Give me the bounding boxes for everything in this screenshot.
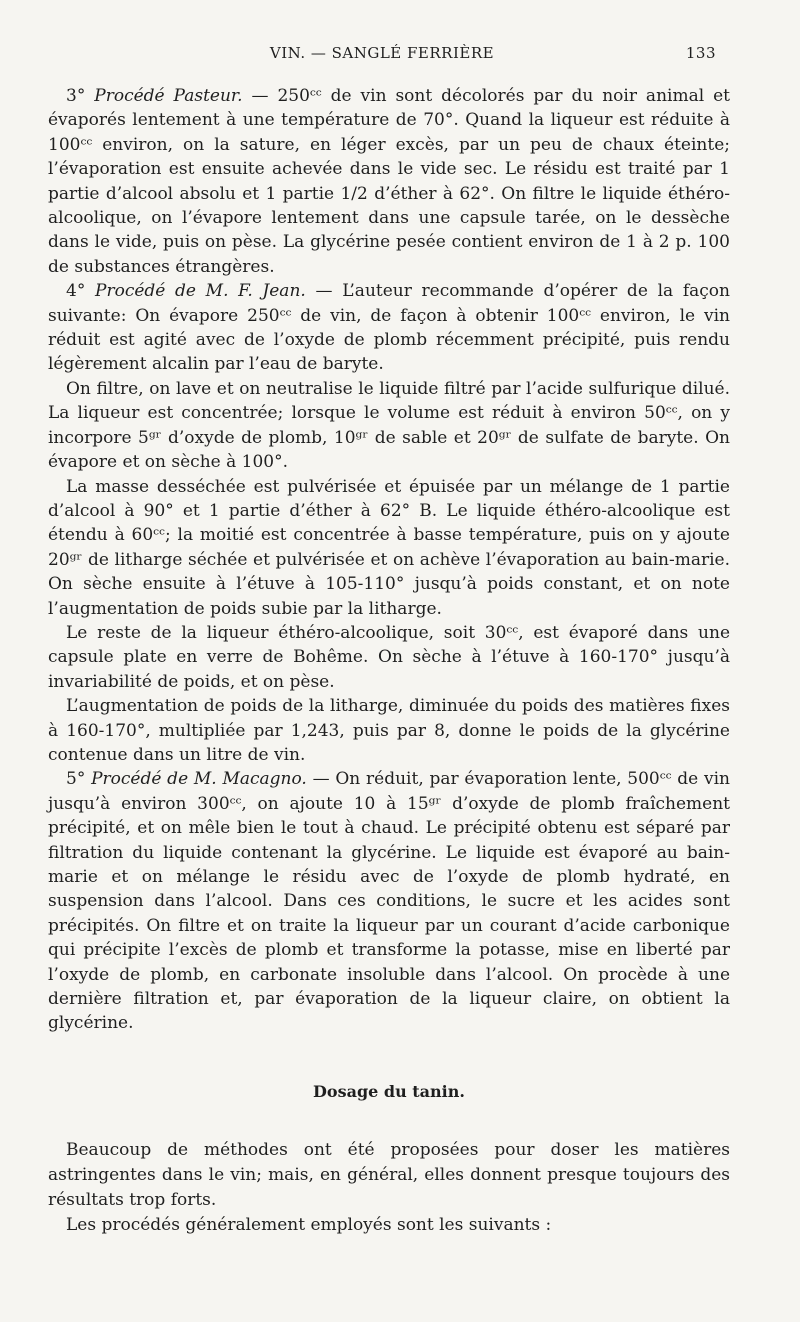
paragraph-procede-macagno xyxy=(48,767,730,1035)
running-header xyxy=(48,44,716,72)
paragraph-text: — L’auteur recommande d’opérer de la façon suivante: On évapore 250ᶜᶜ de vin, de façon à obtenir 100ᶜᶜ environ, le vin réduit est agité avec de l’oxyde de plomb récemment précipité, puis rendu légèrement alcalin par l’eau de baryte. xyxy=(48,281,730,375)
paragraph-text: La masse desséchée est pulvérisée et épuisée par un mélange de 1 partie d’alcool à 90° et 1 partie d’éther à 62° B. Le liquide éthéro-alcoolique est étendu à 60ᶜᶜ; la moitié est concentrée à basse température, puis on y ajoute 20ᵍʳ de litharge séchée et pulvérisée et on achève l’évaporation au bain-marie. On sèche ensuite à l’étuve à 105-110° jusqu’à poids constant, et on note l’augmentation de poids subie par la litharge. xyxy=(48,476,730,619)
paragraph-reste-liqueur xyxy=(48,621,730,694)
paragraph-title: Procédé de M. Macagno. xyxy=(91,769,307,790)
section-text xyxy=(48,1138,730,1238)
paragraph-procedes-employes: Les procédés généralement employés sont les suivants : xyxy=(66,1215,552,1235)
main-text xyxy=(48,84,730,1036)
paragraph-title: Procédé Pasteur. xyxy=(94,86,243,106)
paragraph-text: L’augmentation de poids de la litharge, diminuée du poids des matières fixes à 160-170°, multipliée par 1,243, puis par 8, donne le poids de la glycérine contenue dans un litre de vin. xyxy=(48,696,730,765)
paragraph-procede-pasteur xyxy=(48,84,730,279)
paragraph-text: — On réduit, par évaporation lente, 500ᶜᶜ de vin jusqu’à environ 300ᶜᶜ, on ajoute 10 à 15ᵍʳ d’oxyde de plomb fraîchement précipité, et on mêle bien le tout à chaud. Le précipité obtenu est séparé par filtration du liquide contenant la glycérine. Le liquide est évaporé au bain-marie et on mélange le résidu avec de l’oxyde de plomb hydraté, en suspension dans l’alcool. Dans ces conditions, le sucre et les acides sont précipités. On filtre et on traite la liqueur par un courant d’acide carbonique qui précipite l’excès de plomb et transforme la potasse, mise en liberté par l’oxyde de plomb, en carbonate insoluble dans l’alcool. On procède à une dernière filtration et, par évaporation de la liqueur claire, on obtient la glycérine. xyxy=(48,769,730,1034)
paragraph-title: Procédé de M. F. Jean. xyxy=(95,281,306,302)
paragraph-text: On filtre, on lave et on neutralise le liquide filtré par l’acide sulfurique dilué. La liqueur est concentrée; lorsque le volume est réduit à environ 50ᶜᶜ, on y incorpore 5ᵍʳ d’oxyde de plomb, 10ᵍʳ de sable et 20ᵍʳ de sulfate de baryte. On évapore et on sèche à 100°. xyxy=(48,378,730,473)
paragraph-text: — 250ᶜᶜ de vin sont décolorés par du noir animal et évaporés lentement à une température de 70°. Quand la liqueur est réduite à 100ᶜᶜ environ, on la sature, en léger excès, par un peu de chaux éteinte; l’évaporation est ensuite achevée dans le vide sec. Le résidu est traité par 1 partie d’alcool absolu et 1 partie 1/2 d’éther à 62°. On filtre le liquide éthéro-alcoolique, on l’évapore lentement dans une capsule tarée, on le dessèche dans le vide, puis on pèse. La glycérine pesée contient environ de 1 à 2 p. 100 de substances étrangères. xyxy=(48,86,730,277)
paragraph-number: 3° xyxy=(66,86,95,106)
paragraph-number: 4° xyxy=(66,281,96,302)
section-heading: Dosage du tanin. xyxy=(313,1082,465,1101)
paragraph-filtration xyxy=(48,377,730,475)
page-number: 133 xyxy=(685,44,716,62)
paragraph-masse-dessechee xyxy=(48,475,730,621)
running-title: VIN. — SANGLÉ FERRIÈRE xyxy=(269,44,495,62)
paragraph-augmentation-poids xyxy=(48,694,730,767)
paragraph-procede-jean xyxy=(48,279,730,377)
paragraph-text: Le reste de la liqueur éthéro-alcoolique, soit 30ᶜᶜ, est évaporé dans une capsule plate en verre de Bohême. On sèche à l’étuve à 160-170° jusqu’à invariabilité de poids, et on pèse. xyxy=(48,622,730,692)
paragraph-number: 5° xyxy=(66,769,92,790)
paragraph-methodes: Beaucoup de méthodes ont été proposées pour doser les matières astringentes dans le vin; mais, en général, elles donnent presque toujours des résultats trop forts. xyxy=(48,1140,730,1210)
